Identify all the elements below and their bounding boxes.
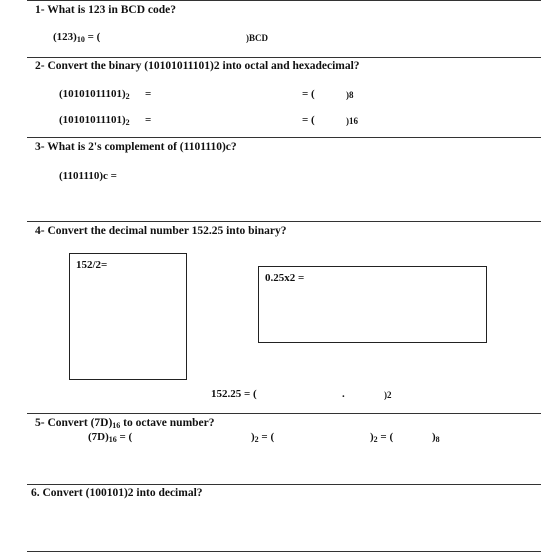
q5-p2: ) bbox=[251, 431, 255, 443]
rule-q3 bbox=[27, 137, 541, 138]
rule-q5 bbox=[27, 413, 541, 414]
q2-row2-sub: 2 bbox=[125, 118, 130, 127]
q2-row1-lhs: (10101011101) bbox=[59, 88, 126, 100]
q1-expression bbox=[53, 31, 100, 44]
q5-title-pre: 5- Convert (7D) bbox=[35, 417, 113, 429]
q2-row1 bbox=[59, 88, 130, 101]
q5-p4: ) bbox=[432, 431, 436, 443]
q2-row1-close: )8 bbox=[346, 90, 354, 100]
q5-title-sub: 16 bbox=[112, 421, 121, 430]
q1-title: 1- What is 123 in BCD code? bbox=[35, 4, 176, 16]
q4-work-box-integer bbox=[69, 253, 187, 380]
q5-p4-sub: 8 bbox=[435, 435, 440, 444]
q5-title-post: to octave number? bbox=[120, 417, 215, 429]
q4-result-close: )2 bbox=[384, 390, 392, 400]
q5-grouped bbox=[370, 431, 393, 444]
q2-row2-lhs: (10101011101) bbox=[59, 114, 126, 126]
q1-lhs-sub: 10 bbox=[76, 35, 85, 44]
rule-q2 bbox=[27, 57, 541, 58]
rule-q4 bbox=[27, 221, 541, 222]
q4-result-dot: . bbox=[342, 388, 345, 400]
q2-title: 2- Convert the binary (10101011101)2 into octal and hexadecimal? bbox=[35, 60, 360, 72]
q2-row1-eq2: = ( bbox=[302, 88, 315, 100]
q2-row2-close: )16 bbox=[346, 116, 358, 126]
q1-lhs: (123) bbox=[53, 31, 77, 43]
q5-octal bbox=[432, 431, 440, 444]
q2-row2 bbox=[59, 114, 130, 127]
rule-q6 bbox=[27, 484, 541, 485]
q5-p2-eq: = ( bbox=[258, 431, 275, 443]
top-rule bbox=[27, 0, 541, 1]
q5-p2-sub: 2 bbox=[254, 435, 259, 444]
q2-row2-eq: = bbox=[145, 114, 152, 126]
q4-box2-label: 0.25x2 = bbox=[265, 272, 305, 284]
q1-eq: = ( bbox=[84, 31, 101, 43]
q2-row1-eq: = bbox=[145, 88, 152, 100]
q5-lhs bbox=[88, 431, 132, 444]
q6-title: 6. Convert (100101)2 into decimal? bbox=[31, 487, 203, 499]
q3-title: 3- What is 2's complement of (1101110)c? bbox=[35, 141, 237, 153]
q5-p3: ) bbox=[370, 431, 374, 443]
q5-lhs-eq: = ( bbox=[116, 431, 133, 443]
q3-expression: (1101110)c = bbox=[59, 170, 117, 182]
q5-lhs-sub: 16 bbox=[108, 435, 117, 444]
q4-result: 152.25 = ( bbox=[211, 388, 257, 400]
q2-row2-eq2: = ( bbox=[302, 114, 315, 126]
q5-binary bbox=[251, 431, 274, 444]
q1-close: )BCD bbox=[246, 33, 268, 43]
q4-title: 4- Convert the decimal number 152.25 into binary? bbox=[35, 225, 287, 237]
q5-p3-eq: = ( bbox=[377, 431, 394, 443]
q5-lhs-text: (7D) bbox=[88, 431, 109, 443]
q2-row1-sub: 2 bbox=[125, 92, 130, 101]
q5-p3-sub: 2 bbox=[373, 435, 378, 444]
q4-box1-label: 152/2= bbox=[76, 259, 108, 271]
q5-title bbox=[35, 417, 215, 430]
q4-work-box-fraction bbox=[258, 266, 487, 343]
